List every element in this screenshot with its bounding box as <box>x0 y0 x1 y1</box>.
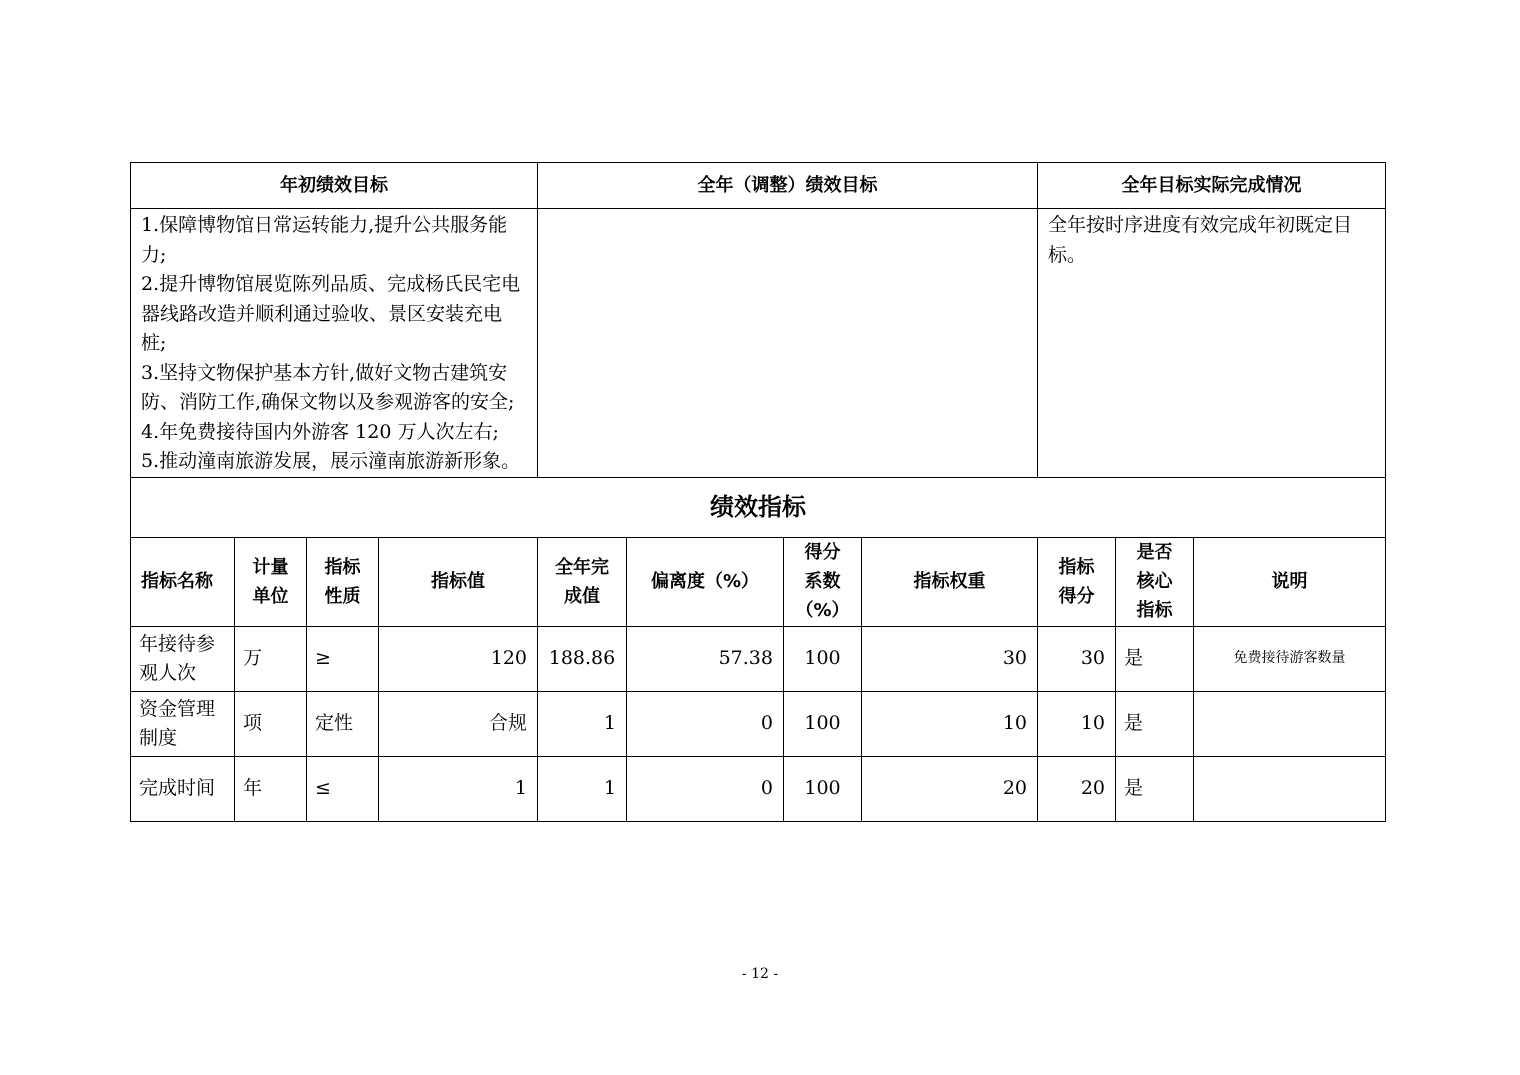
initial-goal-line: 3.坚持文物保护基本方针,做好文物古建筑安 <box>141 361 508 384</box>
page-number: - 12 - <box>741 966 779 982</box>
section-title-row <box>131 477 1386 537</box>
col-score <box>1038 537 1116 626</box>
cell-coef: 100 <box>784 626 862 691</box>
cell-coef: 100 <box>784 756 862 821</box>
col-target-value: 指标值 <box>379 537 538 626</box>
col-score-line: 指标 <box>1058 556 1095 578</box>
cell-weight: 10 <box>862 691 1038 756</box>
initial-goal-line: 力; <box>141 243 167 266</box>
cell-score: 20 <box>1038 756 1116 821</box>
col-deviation: 偏离度（%） <box>627 537 784 626</box>
col-actual-line: 全年完 <box>555 556 609 578</box>
initial-goal-line: 5.推动潼南旅游发展，展示潼南旅游新形象。 <box>141 450 521 472</box>
cell-nature: 定性 <box>307 691 379 756</box>
table-row <box>131 626 1386 691</box>
cell-name <box>131 626 235 691</box>
cell-target: 120 <box>379 626 538 691</box>
cell-core: 是 <box>1116 626 1194 691</box>
actual-completion-cell <box>1038 209 1386 478</box>
col-note: 说明 <box>1194 537 1386 626</box>
adjusted-goal-cell <box>538 209 1038 478</box>
cell-name-line: 完成时间 <box>139 777 216 799</box>
cell-name-line: 年接待参 <box>139 632 216 655</box>
actual-completion-header: 全年目标实际完成情况 <box>1038 163 1386 209</box>
initial-goal-line: 2.提升博物馆展览陈列品质、完成杨氏民宅电 <box>141 273 521 295</box>
cell-score: 30 <box>1038 626 1116 691</box>
cell-nature: ≥ <box>307 626 379 691</box>
adjusted-goal-header: 全年（调整）绩效目标 <box>538 163 1038 209</box>
cell-actual: 188.86 <box>538 626 627 691</box>
column-header-row <box>131 537 1386 626</box>
initial-goal-line: 器线路改造并顺利通过验收、景区安装充电 <box>141 302 503 325</box>
col-actual-line: 成值 <box>564 585 600 607</box>
cell-unit: 项 <box>235 691 307 756</box>
cell-name <box>131 756 235 821</box>
cell-note <box>1194 756 1386 821</box>
cell-name-line: 资金管理 <box>139 697 216 720</box>
cell-weight: 20 <box>862 756 1038 821</box>
cell-core: 是 <box>1116 756 1194 821</box>
col-score-line: 得分 <box>1058 585 1095 607</box>
initial-goal-line: 防、消防工作,确保文物以及参观游客的安全; <box>141 391 515 413</box>
cell-score: 10 <box>1038 691 1116 756</box>
table-row <box>131 756 1386 821</box>
cell-weight: 30 <box>862 626 1038 691</box>
cell-name <box>131 691 235 756</box>
col-nature-line: 指标 <box>324 556 361 578</box>
cell-name-line: 观人次 <box>139 661 197 684</box>
col-coef-line: （%） <box>795 600 850 621</box>
table-row <box>131 691 1386 756</box>
cell-actual: 1 <box>538 756 627 821</box>
col-unit-line: 计量 <box>252 556 289 578</box>
col-unit <box>235 537 307 626</box>
col-coef-line: 得分 <box>804 542 841 563</box>
initial-goal-cell <box>131 209 538 478</box>
col-core-line: 核心 <box>1136 571 1173 592</box>
col-nature-line: 性质 <box>324 585 361 607</box>
initial-goal-line: 桩; <box>141 332 167 354</box>
col-core <box>1116 537 1194 626</box>
col-nature <box>307 537 379 626</box>
section-title: 绩效指标 <box>131 477 1386 537</box>
cell-note <box>1194 691 1386 756</box>
cell-nature: ≤ <box>307 756 379 821</box>
cell-unit: 年 <box>235 756 307 821</box>
actual-completion-line: 全年按时序进度有效完成年初既定目 <box>1048 214 1353 236</box>
cell-unit: 万 <box>235 626 307 691</box>
col-core-line: 是否 <box>1136 542 1173 563</box>
col-score-coefficient <box>784 537 862 626</box>
cell-deviation: 57.38 <box>627 626 784 691</box>
initial-goal-header: 年初绩效目标 <box>131 163 538 209</box>
initial-goal-line: 4.年免费接待国内外游客 120 万人次左右; <box>141 420 499 443</box>
col-weight: 指标权重 <box>862 537 1038 626</box>
col-core-line: 指标 <box>1136 600 1173 621</box>
cell-deviation: 0 <box>627 756 784 821</box>
goals-content-row <box>131 209 1386 478</box>
cell-note: 免费接待游客数量 <box>1194 626 1386 691</box>
col-coef-line: 系数 <box>804 571 841 592</box>
cell-core: 是 <box>1116 691 1194 756</box>
cell-target: 合规 <box>379 691 538 756</box>
col-indicator-name: 指标名称 <box>131 537 235 626</box>
cell-deviation: 0 <box>627 691 784 756</box>
cell-target: 1 <box>379 756 538 821</box>
performance-table <box>130 162 1386 822</box>
goals-header-row <box>131 163 1386 209</box>
col-actual-value <box>538 537 627 626</box>
col-unit-line: 单位 <box>252 585 289 607</box>
initial-goal-line: 1.保障博物馆日常运转能力,提升公共服务能 <box>141 214 508 236</box>
cell-actual: 1 <box>538 691 627 756</box>
actual-completion-line: 标。 <box>1048 243 1087 266</box>
cell-name-line: 制度 <box>139 726 178 749</box>
cell-coef: 100 <box>784 691 862 756</box>
